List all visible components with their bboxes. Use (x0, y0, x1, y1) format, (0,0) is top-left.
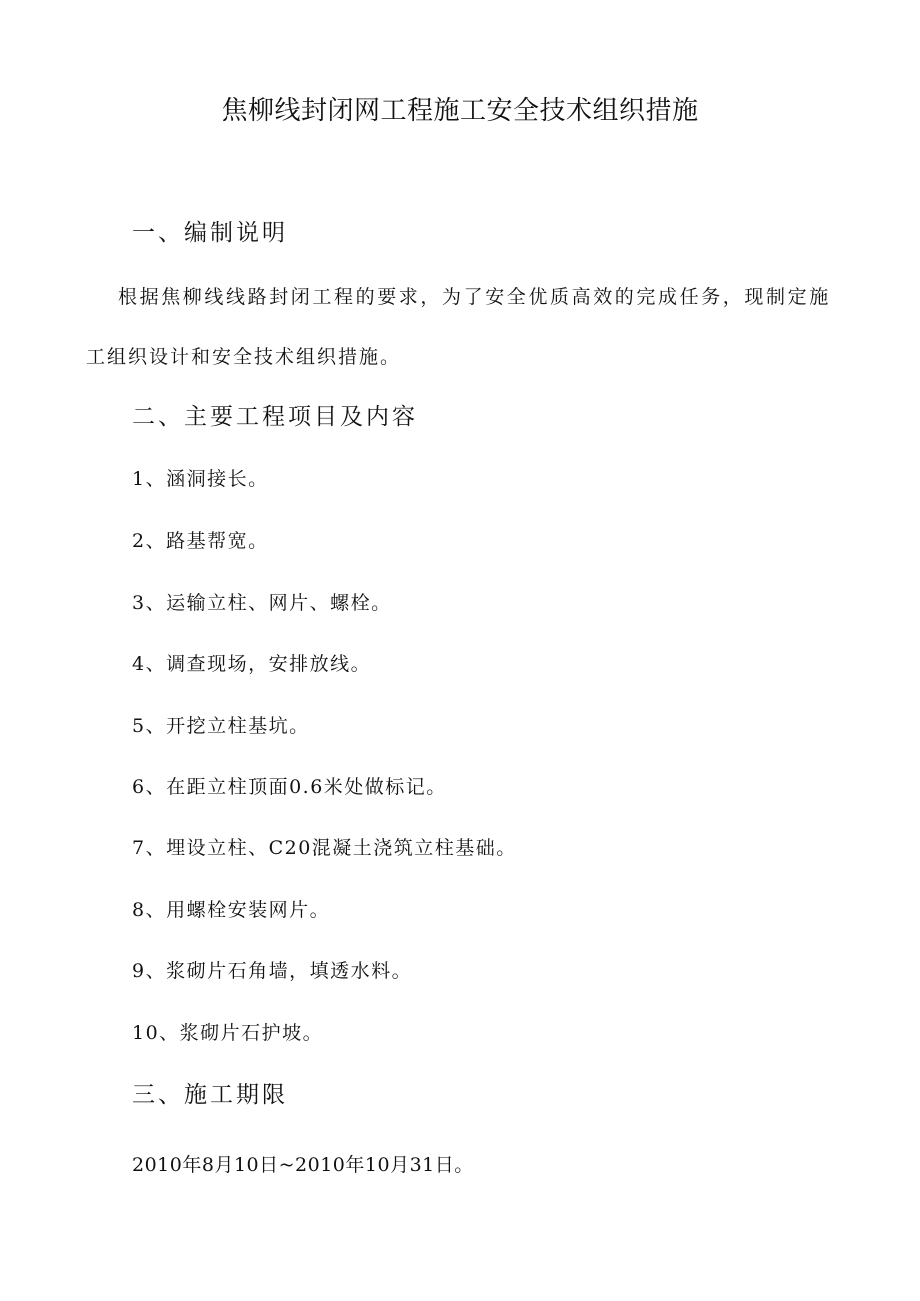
list-item: 6、在距立柱顶面0.6米处做标记。 (132, 776, 447, 798)
list-item: 7、埋设立柱、C20混凝土浇筑立柱基础。 (132, 837, 517, 859)
construction-period-dates: 2010年8月10日~2010年10月31日。 (132, 1154, 474, 1176)
section-heading-main-works: 二、主要工程项目及内容 (132, 404, 418, 430)
section-heading-compilation-notes: 一、编制说明 (132, 220, 288, 246)
list-item: 1、涵洞接长。 (132, 468, 269, 490)
section1-paragraph-line2: 工组织设计和安全技术组织措施。 (86, 346, 402, 368)
document-title: 焦柳线封闭网工程施工安全技术组织措施 (221, 96, 699, 126)
list-item: 3、运输立柱、网片、螺栓。 (132, 592, 392, 614)
list-item: 9、浆砌片石角墙，填透水料。 (132, 960, 413, 982)
list-item: 10、浆砌片石护坡。 (132, 1022, 324, 1044)
list-item: 8、用螺栓安装网片。 (132, 899, 331, 921)
list-item: 4、调查现场，安排放线。 (132, 653, 372, 675)
list-item: 5、开挖立柱基坑。 (132, 715, 310, 737)
section-heading-construction-period: 三、施工期限 (132, 1082, 288, 1108)
list-item: 2、路基帮宽。 (132, 530, 269, 552)
section1-paragraph-line1: 根据焦柳线线路封闭工程的要求，为了安全优质高效的完成任务，现制定施 (118, 286, 831, 308)
